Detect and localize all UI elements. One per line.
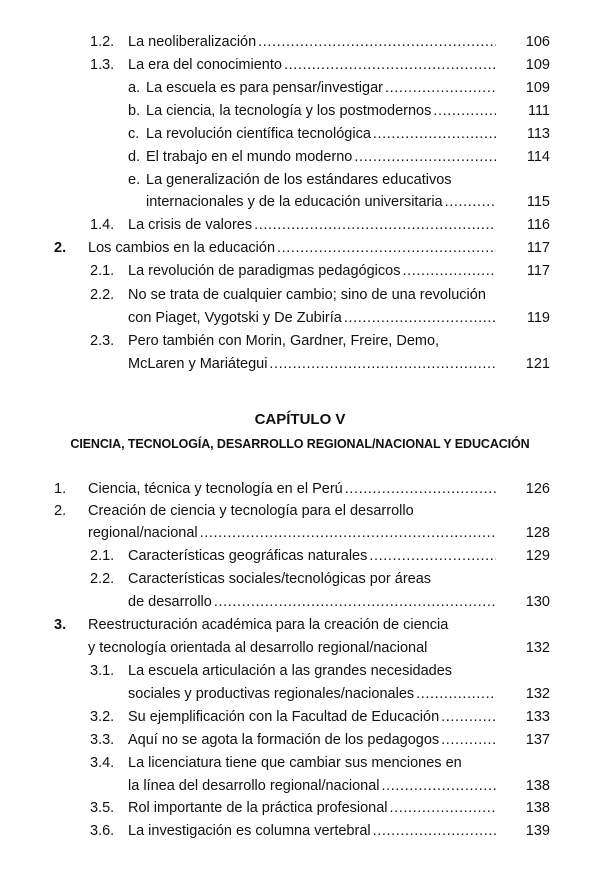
toc-entry-title: La escuela es para pensar/investigar bbox=[146, 80, 383, 96]
toc-entry-title: La crisis de valores bbox=[128, 217, 253, 233]
toc-entry-number: 2. bbox=[54, 503, 67, 519]
toc-leader-dots bbox=[269, 356, 496, 372]
toc-entry-title: La revolución científica tecnológica bbox=[146, 126, 371, 142]
toc-entry-page: 130 bbox=[525, 594, 550, 610]
toc-leader-dots bbox=[277, 240, 496, 256]
toc-entry-title: La neoliberalización bbox=[128, 34, 257, 50]
toc-entry-title-continued: sociales y productivas regionales/nacionales bbox=[128, 686, 415, 702]
toc-entry-number: 1.3. bbox=[90, 57, 115, 73]
toc-entry-page: 128 bbox=[525, 525, 550, 541]
toc-leader-dots bbox=[445, 194, 496, 210]
toc-leader-dots bbox=[200, 525, 496, 541]
toc-entry-title-continued: y tecnología orientada al desarrollo regional/nacional bbox=[88, 640, 428, 656]
toc-entry-page: 126 bbox=[525, 481, 550, 497]
toc-entry-page: 139 bbox=[525, 823, 550, 839]
toc-entry-page: 115 bbox=[526, 194, 550, 210]
toc-entry-page: 109 bbox=[525, 80, 550, 96]
toc-entry-number: 1.2. bbox=[90, 34, 115, 50]
toc-entry-title: La investigación es columna vertebral bbox=[128, 823, 371, 839]
toc-entry-number: a. bbox=[128, 80, 141, 96]
toc-entry-title-continued: la línea del desarrollo regional/nacional bbox=[128, 778, 380, 794]
toc-entry-title: Pero también con Morin, Gardner, Freire, Demo, bbox=[128, 333, 440, 349]
toc-entry-number: 3.4. bbox=[90, 755, 115, 771]
toc-entry-title-continued: regional/nacional bbox=[88, 525, 198, 541]
toc-entry-page: 129 bbox=[525, 548, 550, 564]
toc-leader-dots bbox=[441, 732, 496, 748]
toc-entry-title: Características sociales/tecnológicas por áreas bbox=[128, 571, 432, 587]
toc-leader-dots bbox=[254, 217, 496, 233]
toc-entry-page: 119 bbox=[526, 310, 550, 326]
toc-leader-dots bbox=[385, 80, 496, 96]
toc-leader-dots bbox=[369, 548, 496, 564]
toc-entry-number: b. bbox=[128, 103, 141, 119]
toc-leader-dots bbox=[433, 103, 496, 119]
toc-entry-number: 2.1. bbox=[90, 263, 115, 279]
toc-entry-page: 137 bbox=[525, 732, 550, 748]
toc-leader-dots bbox=[354, 149, 496, 165]
toc-entry-title: La revolución de paradigmas pedagógicos bbox=[128, 263, 401, 279]
toc-entry-title: Reestructuración académica para la creación de ciencia bbox=[88, 617, 449, 633]
toc-entry-number: 3.3. bbox=[90, 732, 115, 748]
chapter-subtitle: CIENCIA, TECNOLOGÍA, DESARROLLO REGIONAL/NACIONAL Y EDUCACIÓN bbox=[70, 437, 530, 451]
toc-entry-page: 133 bbox=[525, 709, 550, 725]
toc-entry-title: Aquí no se agota la formación de los pedagogos bbox=[128, 732, 440, 748]
chapter-heading: CAPÍTULO V bbox=[254, 411, 346, 428]
toc-entry-number: 2.3. bbox=[90, 333, 115, 349]
toc-entry-number: 2. bbox=[54, 240, 67, 256]
toc-entry-number: 2.1. bbox=[90, 548, 115, 564]
toc-leader-dots bbox=[373, 126, 496, 142]
toc-entry-number: 1. bbox=[54, 481, 67, 497]
toc-leader-dots bbox=[402, 263, 496, 279]
toc-entry-number: 3.1. bbox=[90, 663, 115, 679]
toc-entry-title: Creación de ciencia y tecnología para el desarrollo bbox=[88, 503, 414, 519]
toc-entry-page: 138 bbox=[525, 800, 550, 816]
toc-entry-number: 3.5. bbox=[90, 800, 115, 816]
toc-entry-page: 109 bbox=[525, 57, 550, 73]
toc-leader-dots bbox=[441, 709, 496, 725]
toc-entry-title: Su ejemplificación con la Facultad de Educación bbox=[128, 709, 440, 725]
toc-entry-number: 2.2. bbox=[90, 571, 115, 587]
toc-entry-title: La licenciatura tiene que cambiar sus menciones en bbox=[128, 755, 462, 771]
toc-entry-number: 1.4. bbox=[90, 217, 115, 233]
toc-entry-title: Rol importante de la práctica profesional bbox=[128, 800, 388, 816]
toc-entry-page: 121 bbox=[525, 356, 550, 372]
toc-entry-page: 117 bbox=[526, 240, 550, 256]
toc-entry-number: c. bbox=[128, 126, 140, 142]
toc-leader-dots bbox=[345, 481, 496, 497]
toc-entry-number: e. bbox=[128, 172, 141, 188]
toc-entry-page: 132 bbox=[525, 686, 550, 702]
toc-entry-title: Los cambios en la educación bbox=[88, 240, 276, 256]
toc-entry-page: 111 bbox=[527, 103, 550, 119]
toc-entry-title: Ciencia, técnica y tecnología en el Perú bbox=[88, 481, 343, 497]
toc-entry-number: 2.2. bbox=[90, 287, 115, 303]
toc-entry-title-continued: de desarrollo bbox=[128, 594, 212, 610]
toc-entry-title-continued: con Piaget, Vygotski y De Zubiría bbox=[128, 310, 342, 326]
toc-leader-dots bbox=[214, 594, 496, 610]
toc-entry-title: No se trata de cualquier cambio; sino de una revolución bbox=[128, 287, 486, 303]
toc-entry-title: Características geográficas naturales bbox=[128, 548, 368, 564]
toc-entry-number: 3.6. bbox=[90, 823, 115, 839]
toc-leader-dots bbox=[344, 310, 496, 326]
toc-entry-title-continued: internacionales y de la educación universitaria bbox=[146, 194, 443, 210]
toc-leader-dots bbox=[416, 686, 496, 702]
toc-entry-number: d. bbox=[128, 149, 141, 165]
toc-entry-page: 106 bbox=[525, 34, 550, 50]
toc-leader-dots bbox=[258, 34, 496, 50]
toc-entry-title: El trabajo en el mundo moderno bbox=[146, 149, 353, 165]
toc-entry-number: 3.2. bbox=[90, 709, 115, 725]
toc-entry-title: La escuela articulación a las grandes necesidades bbox=[128, 663, 453, 679]
toc-leader-dots bbox=[284, 57, 496, 73]
toc-entry-page: 113 bbox=[526, 126, 550, 142]
toc-leader-dots bbox=[373, 823, 496, 839]
toc-entry-page: 132 bbox=[525, 640, 550, 656]
toc-entry-title: La generalización de los estándares educativos bbox=[146, 172, 452, 188]
toc-entry-title: La ciencia, la tecnología y los postmodernos bbox=[146, 103, 432, 119]
toc-entry-page: 116 bbox=[526, 217, 550, 233]
toc-leader-dots bbox=[390, 800, 496, 816]
toc-entry-title-continued: McLaren y Mariátegui bbox=[128, 356, 268, 372]
toc-entry-number: 3. bbox=[54, 617, 67, 633]
toc-entry-page: 138 bbox=[525, 778, 550, 794]
toc-entry-title: La era del conocimiento bbox=[128, 57, 282, 73]
toc-entry-page: 117 bbox=[526, 263, 550, 279]
toc-leader-dots bbox=[382, 778, 497, 794]
toc-entry-page: 114 bbox=[526, 149, 550, 165]
